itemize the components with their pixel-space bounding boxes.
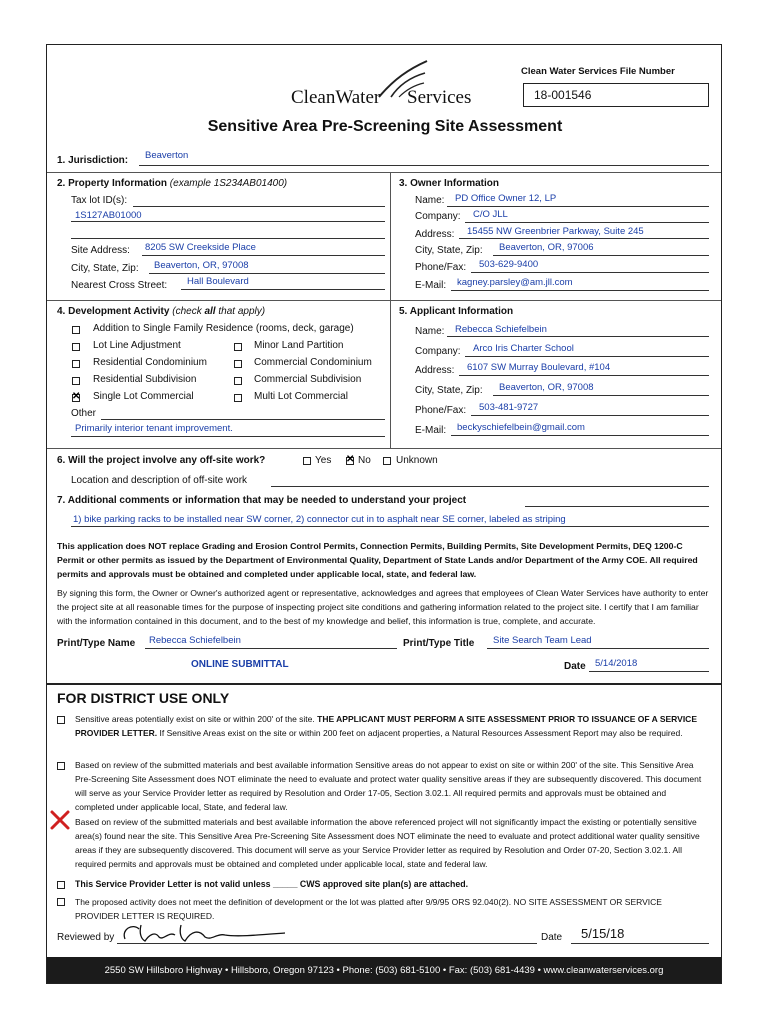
opt-minor-label: Minor Land Partition (254, 340, 344, 351)
offsite-unknown-label: Unknown (396, 455, 438, 466)
red-x-mark-icon (49, 809, 71, 831)
logo-text-right: Services (407, 87, 472, 108)
file-number-field[interactable]: 18-001546 (523, 83, 709, 107)
checkbox-minor-partition[interactable] (234, 343, 242, 351)
tax-lot-underline-2 (71, 221, 385, 222)
site-address-underline (142, 255, 385, 256)
other-label: Other (71, 408, 97, 419)
development-label: 4. Development Activity (57, 306, 170, 317)
development-hint-post: that apply) (215, 306, 266, 317)
checkbox-com-subdivision[interactable] (234, 377, 242, 385)
section-divider (47, 172, 721, 173)
print-name-value[interactable]: Rebecca Schiefelbein (149, 635, 241, 646)
opt-com-sub-label: Commercial Subdivision (254, 374, 362, 385)
development-hint-pre: (check (172, 306, 205, 317)
footer-contact: 2550 SW Hillsboro Highway • Hillsboro, Oregon 97123 • Phone: (503) 681-5100 • Fax: (503) 681-4439 • www.cleanwaterservices.org (104, 964, 664, 976)
applicant-date-underline (589, 671, 709, 672)
checkbox-addition[interactable] (72, 326, 80, 334)
other-value[interactable]: Primarily interior tenant improvement. (75, 423, 233, 434)
district-date-label: Date (541, 932, 563, 943)
offsite-yes-label: Yes (315, 455, 332, 466)
property-city-value[interactable]: Beaverton, OR, 97008 (154, 260, 249, 271)
applicant-date-value[interactable]: 5/14/2018 (595, 658, 638, 669)
owner-phone-label: Phone/Fax: (415, 262, 467, 273)
development-section-label (57, 306, 265, 317)
print-name-underline (145, 648, 397, 649)
print-title-underline (487, 648, 709, 649)
owner-company-value[interactable]: C/O JLL (473, 209, 508, 220)
print-title-value[interactable]: Site Search Team Lead (493, 635, 592, 646)
district-item-1-pre: Sensitive areas potentially exist on site or within 200' of the site. (75, 714, 318, 724)
applicant-label: 5. Applicant Information (399, 306, 514, 317)
online-submittal-label: ONLINE SUBMITTAL (191, 659, 289, 670)
notice-permits: This application does NOT replace Grading and Erosion Control Permits, Connection Permits, Building Permits, Site Development Permits, DEQ 1200-C Permit or other permits as issued by the Department of Environmental Quality, Department of State Lands and/or Department of the Army COE. All required permits and approvals must be obtained and completed under applicable local, state, and federal law. (57, 541, 698, 579)
checkbox-lot-line[interactable] (72, 343, 80, 351)
checkbox-single-lot[interactable] (72, 394, 80, 402)
checkbox-district-2[interactable] (57, 762, 65, 770)
footer-bar (47, 957, 721, 983)
opt-com-condo-label: Commercial Condominium (254, 357, 372, 368)
owner-name-underline (447, 206, 709, 207)
offsite-location-underline (271, 486, 709, 487)
offsite-question: 6. Will the project involve any off-site work? (57, 455, 266, 466)
page-title: Sensitive Area Pre-Screening Site Assessment (207, 118, 563, 135)
applicant-phone-label: Phone/Fax: (415, 405, 467, 416)
opt-addition-label: Addition to Single Family Residence (rooms, deck, garage) (93, 323, 354, 334)
applicant-company-underline (465, 356, 709, 357)
owner-company-underline (465, 222, 709, 223)
district-divider (47, 683, 721, 685)
opt-multi-lot-label: Multi Lot Commercial (254, 391, 348, 402)
opt-res-condo-label: Residential Condominium (93, 357, 207, 368)
applicant-name-label: Name: (415, 326, 445, 337)
development-hint-all: all (204, 306, 216, 317)
tax-lot-underline-3 (71, 238, 385, 239)
property-city-underline (149, 273, 385, 274)
site-address-value[interactable]: 8205 SW Creekside Place (145, 242, 256, 253)
applicant-address-label: Address: (415, 365, 455, 376)
jurisdiction-value[interactable]: Beaverton (145, 150, 189, 161)
file-number-label: Clean Water Services File Number (521, 66, 675, 77)
owner-phone-value[interactable]: 503-629-9400 (479, 259, 539, 270)
applicant-city-label: City, State, Zip: (415, 385, 483, 396)
applicant-city-value[interactable]: Beaverton, OR, 97008 (499, 382, 594, 393)
applicant-address-value[interactable]: 6107 SW Murray Boulevard, #104 (467, 362, 611, 373)
district-item-1-bold: THE APPLICANT MUST PERFORM A SITE ASSESSMENT PRIOR TO ISSUANCE OF A SERVICE PROVIDER LETTER. (75, 714, 697, 738)
district-item-1 (75, 712, 705, 740)
print-title-label: Print/Type Title (403, 638, 475, 649)
notice-certify: By signing this form, the Owner or Owner's authorized agent or representative, acknowledges and agrees that employees of Clean Water Services have authority to enter the project site at all reasonable times for the purpose of inspecting project site conditions and gathering information related to the project site. I certify that I am familiar with the information contained in this document, and to the best of my knowledge and belief, this information is true, complete, and accurate. (57, 588, 709, 626)
district-item-3: Based on review of the submitted materials and best available information the above referenced project will not significantly impact the existing or potentially sensitive area(s) found near the site. This Sensitive Area Pre-Screening Site Assessment does NOT eliminate the need to evaluate and protect additional water quality sensitive areas if they are subsequently discovered. This document will serve as your Service Provider letter as required by Resolution and Order 07-20, Section 3.02.1. All required permits and approvals must be obtained and completed under applicable local, state and federal law. (75, 817, 700, 869)
owner-city-value[interactable]: Beaverton, OR, 97006 (499, 242, 594, 253)
district-date-underline (571, 943, 709, 944)
property-section-label (57, 178, 287, 189)
owner-address-value[interactable]: 15455 NW Greenbrier Parkway, Suite 245 (467, 226, 644, 237)
comments-label: 7. Additional comments or information that may be needed to understand your project (57, 495, 467, 506)
jurisdiction-underline (139, 165, 709, 166)
owner-name-label: Name: (415, 195, 445, 206)
owner-city-label: City, State, Zip: (415, 245, 483, 256)
property-city-label: City, State, Zip: (71, 263, 139, 274)
applicant-company-value[interactable]: Arco Iris Charter School (473, 343, 574, 354)
applicant-email-value[interactable]: beckyschiefelbein@gmail.com (457, 422, 585, 433)
checkbox-district-5[interactable] (57, 898, 65, 906)
opt-res-sub-label: Residential Subdivision (93, 374, 197, 385)
district-item-1-post: If Sensitive Areas exist on the site or within 200 feet on adjacent properties, a Natural Resources Assessment Report may also be required. (157, 728, 683, 738)
applicant-email-label: E-Mail: (415, 425, 447, 436)
cross-street-value[interactable]: Hall Boulevard (187, 276, 249, 287)
jurisdiction-label: 1. Jurisdiction: (57, 155, 129, 166)
owner-label: 3. Owner Information (399, 178, 500, 189)
comments-underline-2 (71, 526, 709, 527)
section-divider (47, 448, 721, 449)
district-item-4: This Service Provider Letter is not valid unless _____ CWS approved site plan(s) are attached. (75, 879, 469, 889)
cross-street-underline (181, 289, 385, 290)
applicant-email-underline (451, 435, 709, 436)
checkbox-multi-lot[interactable] (234, 394, 242, 402)
checkbox-offsite-yes[interactable] (303, 457, 311, 465)
checkbox-district-1[interactable] (57, 716, 65, 724)
district-date-value[interactable]: 5/15/18 (581, 926, 625, 941)
owner-name-value[interactable]: PD Office Owner 12, LP (455, 193, 557, 204)
property-example: (example 1S234AB01400) (169, 178, 288, 189)
column-divider (390, 172, 391, 448)
applicant-phone-value[interactable]: 503-481-9727 (479, 402, 539, 413)
owner-email-underline (451, 290, 709, 291)
comments-value[interactable]: 1) bike parking racks to be installed near SW corner, 2) connector cut in to asphalt near SE corner, labeled as striping (73, 514, 566, 525)
applicant-name-value[interactable]: Rebecca Schiefelbein (455, 324, 547, 335)
other-underline-1 (101, 419, 385, 420)
checkbox-offsite-no[interactable] (346, 457, 354, 465)
owner-email-label: E-Mail: (415, 280, 447, 291)
cross-street-label: Nearest Cross Street: (71, 280, 168, 291)
tax-lot-value[interactable]: 1S127AB01000 (75, 210, 142, 221)
owner-address-label: Address: (415, 229, 455, 240)
owner-phone-underline (471, 272, 709, 273)
comments-underline-1 (525, 506, 709, 507)
opt-single-lot-label: Single Lot Commercial (93, 391, 194, 402)
applicant-phone-underline (471, 415, 709, 416)
district-item-2: Based on review of the submitted materials and best available information Sensitive areas do not appear to exist on site or within 200' of the site. This Sensitive Area Pre-Screening Site Assessment does NOT eliminate the need to evaluate and protect water quality sensitive areas if they are subsequently discovered. This document will serve as your Service Provider letter as required by Resolution and Order 17-05, Section 3.02.1. All required permits and approvals must be obtained and completed under applicable local, State, and federal law. (75, 760, 702, 812)
applicant-date-label: Date (564, 661, 586, 672)
applicant-city-underline (493, 395, 709, 396)
offsite-no-label: No (358, 455, 371, 466)
district-item-5: The proposed activity does not meet the definition of development or the lot was platted after 9/9/95 ORS 92.040(2). NO SITE ASSESSMENT OR SERVICE PROVIDER LETTER IS REQUIRED. (75, 897, 662, 921)
site-address-label: Site Address: (71, 245, 130, 256)
checkbox-com-condo[interactable] (234, 360, 242, 368)
district-heading: FOR DISTRICT USE ONLY (57, 690, 230, 706)
property-label: 2. Property Information (57, 178, 168, 189)
checkbox-res-subdivision[interactable] (72, 377, 80, 385)
owner-address-underline (459, 238, 709, 239)
tax-lot-label: Tax lot ID(s): (71, 195, 128, 206)
tax-lot-underline-1 (133, 206, 385, 207)
reviewed-by-label: Reviewed by (57, 932, 115, 943)
applicant-address-underline (459, 375, 709, 376)
other-underline-2 (71, 436, 385, 437)
owner-email-value[interactable]: kagney.parsley@am.jll.com (457, 277, 573, 288)
form-page (46, 44, 722, 984)
checkbox-district-4[interactable] (57, 881, 65, 889)
section-divider (47, 300, 721, 301)
applicant-name-underline (447, 336, 709, 337)
checkbox-offsite-unknown[interactable] (383, 457, 391, 465)
applicant-company-label: Company: (415, 346, 461, 357)
logo-text-left: CleanWater (291, 87, 381, 108)
checkbox-res-condo[interactable] (72, 360, 80, 368)
owner-city-underline (493, 255, 709, 256)
print-name-label: Print/Type Name (57, 638, 136, 649)
opt-lot-line-label: Lot Line Adjustment (93, 340, 181, 351)
offsite-location-label: Location and description of off-site work (71, 475, 248, 486)
owner-company-label: Company: (415, 211, 461, 222)
reviewed-by-underline (117, 943, 537, 944)
